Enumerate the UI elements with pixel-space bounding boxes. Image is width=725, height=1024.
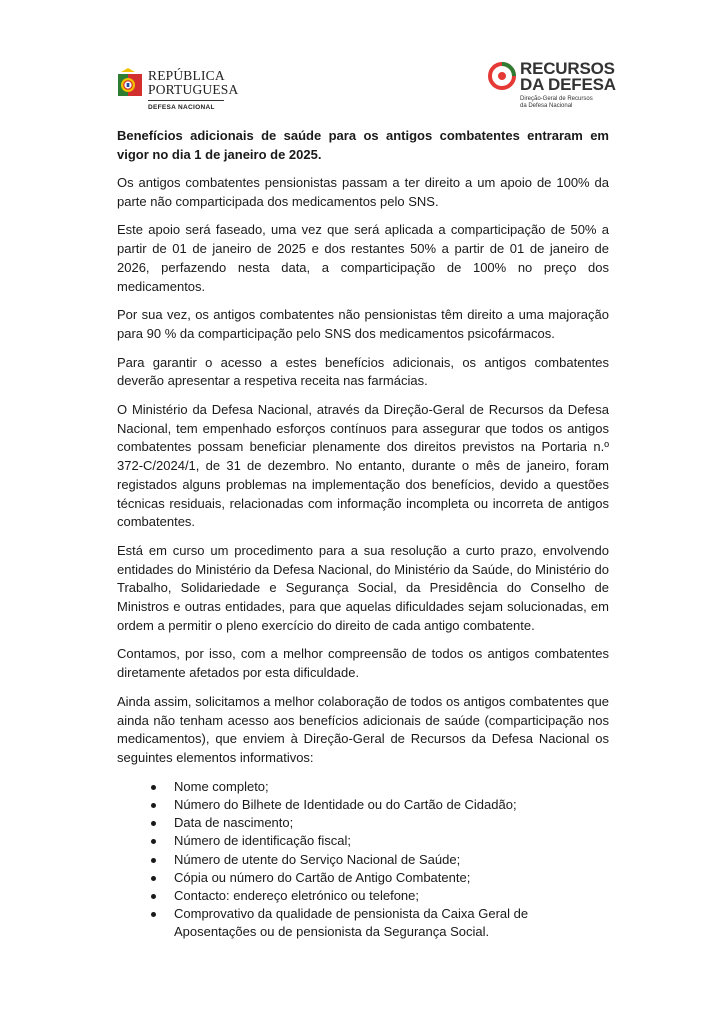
- paragraph: O Ministério da Defesa Nacional, através da Direção-Geral de Recursos da Defesa Nacional, tem empenhado esforços contínuos para assegurar que todos os antigos combatentes possam beneficiar plenamente dos direitos previstos na Portaria n.º 372-C/2024/1, de 31 de dezembro. No entanto, durante o mês de janeiro, foram registados alguns problemas na implementação dos benefícios, devido a questões técnicas residuais, relacionadas com informação incompleta ou incorreta de antigos combatentes.: [117, 402, 609, 530]
- list-item: [117, 814, 609, 832]
- paragraph: Este apoio será faseado, uma vez que será aplicada a comparticipação de 50% a partir de 01 de janeiro de 2025 e dos restantes 50% a partir de 01 de janeiro de 2026, perfazendo nesta data, a comparticipação de 100% no preço dos medicamentos.: [117, 222, 609, 294]
- list-item-text: Cópia ou número do Cartão de Antigo Combatente;: [174, 869, 471, 885]
- bullet-icon: [151, 858, 156, 863]
- document-title: Benefícios adicionais de saúde para os antigos combatentes entraram em vigor no dia 1 de janeiro de 2025.: [117, 128, 609, 162]
- bullet-icon: [151, 912, 156, 917]
- list-item-text: Número de utente do Serviço Nacional de Saúde;: [174, 851, 461, 867]
- list-item: [117, 869, 609, 887]
- bullet-icon: [151, 894, 156, 899]
- paragraph: Está em curso um procedimento para a sua resolução a curto prazo, envolvendo entidades do Ministério da Defesa Nacional, do Ministério da Saúde, do Ministério do Trabalho, Solidariedade e Segurança Social, da Presidência do Conselho de Ministros e outras entidades, para que aquelas dificuldades sejam solucionadas, em ordem a permitir o pleno exercício do direito de cada antigo combatente.: [117, 542, 609, 633]
- list-item-text: Contacto: endereço eletrónico ou telefone;: [174, 887, 420, 903]
- list-item-text: Número do Bilhete de Identidade ou do Cartão de Cidadão;: [174, 796, 517, 812]
- logo-line-2: PORTUGUESA: [148, 82, 239, 97]
- bullet-icon: [151, 785, 156, 790]
- paragraph: Contamos, por isso, com a melhor compreensão de todos os antigos combatentes diretamente afetados por esta dificuldade.: [117, 646, 609, 681]
- brand-line-1: RECURSOS: [520, 59, 615, 78]
- list-item: [117, 832, 609, 850]
- logo-line-1: REPÚBLICA: [148, 68, 225, 83]
- portugal-emblem-icon: [117, 68, 145, 102]
- recursos-da-defesa-wordmark: [520, 61, 616, 93]
- bullet-icon: [151, 821, 156, 826]
- logo-divider: [148, 100, 224, 101]
- paragraph: Ainda assim, solicitamos a melhor colaboração de todos os antigos combatentes que ainda não tenham acesso aos benefícios adicionais de saúde (comparticipação nos medicamentos), que enviem à Direção-Geral de Recursos da Defesa Nacional os seguintes elementos informativos:: [117, 693, 609, 765]
- recursos-da-defesa-logo: [488, 58, 618, 112]
- list-item: [117, 796, 609, 814]
- document-body: [117, 126, 609, 942]
- recursos-da-defesa-emblem-icon: [488, 62, 516, 90]
- page-header: [0, 0, 725, 120]
- brand-line-2: DA DEFESA: [520, 75, 616, 94]
- list-item: [117, 905, 609, 941]
- list-item-text: Número de identificação fiscal;: [174, 833, 352, 849]
- brand-subtitle-line-2: da Defesa Nacional: [520, 103, 573, 109]
- paragraph: Por sua vez, os antigos combatentes não pensionistas têm direito a uma majoração para 90 % da comparticipação pelo SNS dos medicamentos psicofármacos.: [117, 307, 609, 341]
- republica-portuguesa-logo: [117, 66, 247, 114]
- list-item-text: Nome completo;: [174, 778, 269, 794]
- list-item: [117, 887, 609, 905]
- required-elements-list: [117, 778, 609, 942]
- bullet-icon: [151, 839, 156, 844]
- bullet-icon: [151, 803, 156, 808]
- list-item-text: Comprovativo da qualidade de pensionista da Caixa Geral de Aposentações ou de pensionista da Segurança Social.: [174, 906, 529, 940]
- logo-subtitle: DEFESA NACIONAL: [148, 104, 215, 111]
- republica-portuguesa-wordmark: [148, 69, 238, 97]
- list-item: [117, 778, 609, 796]
- list-item: [117, 851, 609, 869]
- paragraph: Para garantir o acesso a estes benefícios adicionais, os antigos combatentes deverão apresentar a respetiva receita nas farmácias.: [117, 354, 609, 389]
- bullet-icon: [151, 876, 156, 881]
- brand-subtitle-line-1: Direção-Geral de Recursos: [520, 96, 593, 102]
- brand-subtitle: [520, 96, 593, 110]
- list-item-text: Data de nascimento;: [174, 815, 294, 831]
- paragraph: Os antigos combatentes pensionistas passam a ter direito a um apoio de 100% da parte não comparticipada dos medicamentos pelo SNS.: [117, 175, 609, 209]
